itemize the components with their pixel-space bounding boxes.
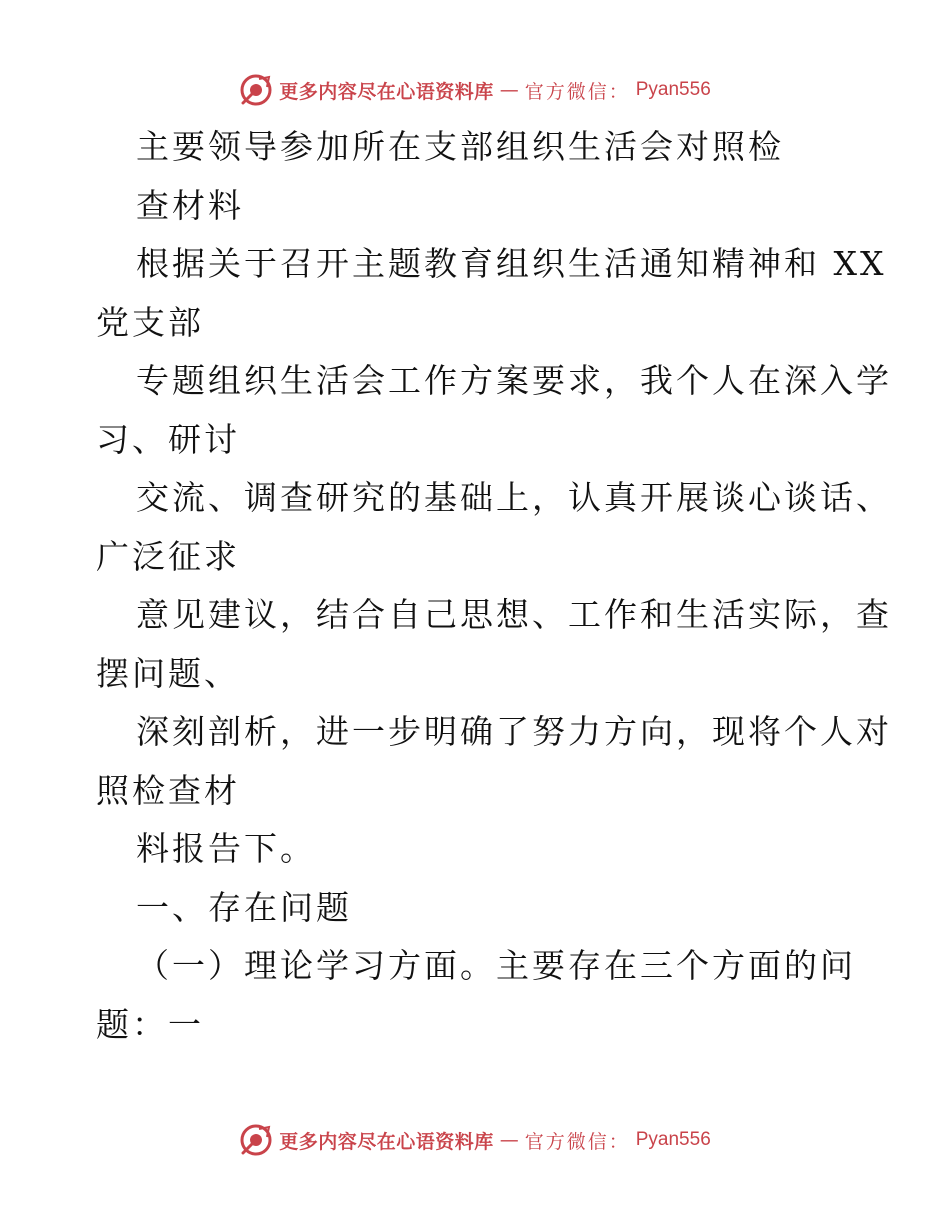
- paragraph-line: 料报告下。: [136, 829, 316, 868]
- document-body: [96, 118, 892, 1054]
- watermark-wechat-id: Pyan556: [635, 79, 711, 100]
- watermark-wechat-id: Pyan556: [635, 1129, 711, 1150]
- paragraph-line: 摆问题、: [96, 653, 240, 693]
- paragraph-line: 习、研讨: [96, 419, 240, 459]
- watermark-text: 更多内容尽在心语资料库: [279, 80, 494, 103]
- pen-logo-icon: [239, 1123, 273, 1157]
- watermark-official: 官方微信：: [524, 1130, 630, 1153]
- footer-watermark: [0, 1120, 950, 1160]
- title-line-1: 主要领导参加所在支部组织生活会对照检: [136, 127, 784, 166]
- watermark-official: 官方微信：: [524, 80, 630, 103]
- paragraph-line: 广泛征求: [96, 536, 240, 576]
- paragraph-line: 照检查材: [96, 770, 240, 810]
- paragraph-line: 党支部: [96, 302, 204, 342]
- paragraph-line: 专题组织生活会工作方案要求，我个人在深入学: [136, 361, 892, 400]
- subsection-heading: （一）理论学习方面。主要存在三个方面的问: [136, 946, 856, 985]
- paragraph-line: 深刻剖析，进一步明确了努力方向，现将个人对: [136, 712, 892, 751]
- paragraph-line: 交流、调查研究的基础上，认真开展谈心谈话、: [136, 478, 892, 517]
- paragraph-line: 意见建议，结合自己思想、工作和生活实际，查: [136, 595, 892, 634]
- watermark-dash: —: [499, 79, 519, 101]
- paragraph-line: 根据关于召开主题教育组织生活通知精神和 XX: [136, 244, 887, 283]
- watermark-dash: —: [499, 1129, 519, 1151]
- paragraph-line: 题：一: [96, 1004, 204, 1044]
- watermark-text: 更多内容尽在心语资料库: [279, 1130, 494, 1153]
- title-line-2: 查材料: [136, 185, 244, 225]
- pen-logo-icon: [239, 73, 273, 107]
- header-watermark: [0, 70, 950, 110]
- section-heading: 一、存在问题: [136, 887, 352, 927]
